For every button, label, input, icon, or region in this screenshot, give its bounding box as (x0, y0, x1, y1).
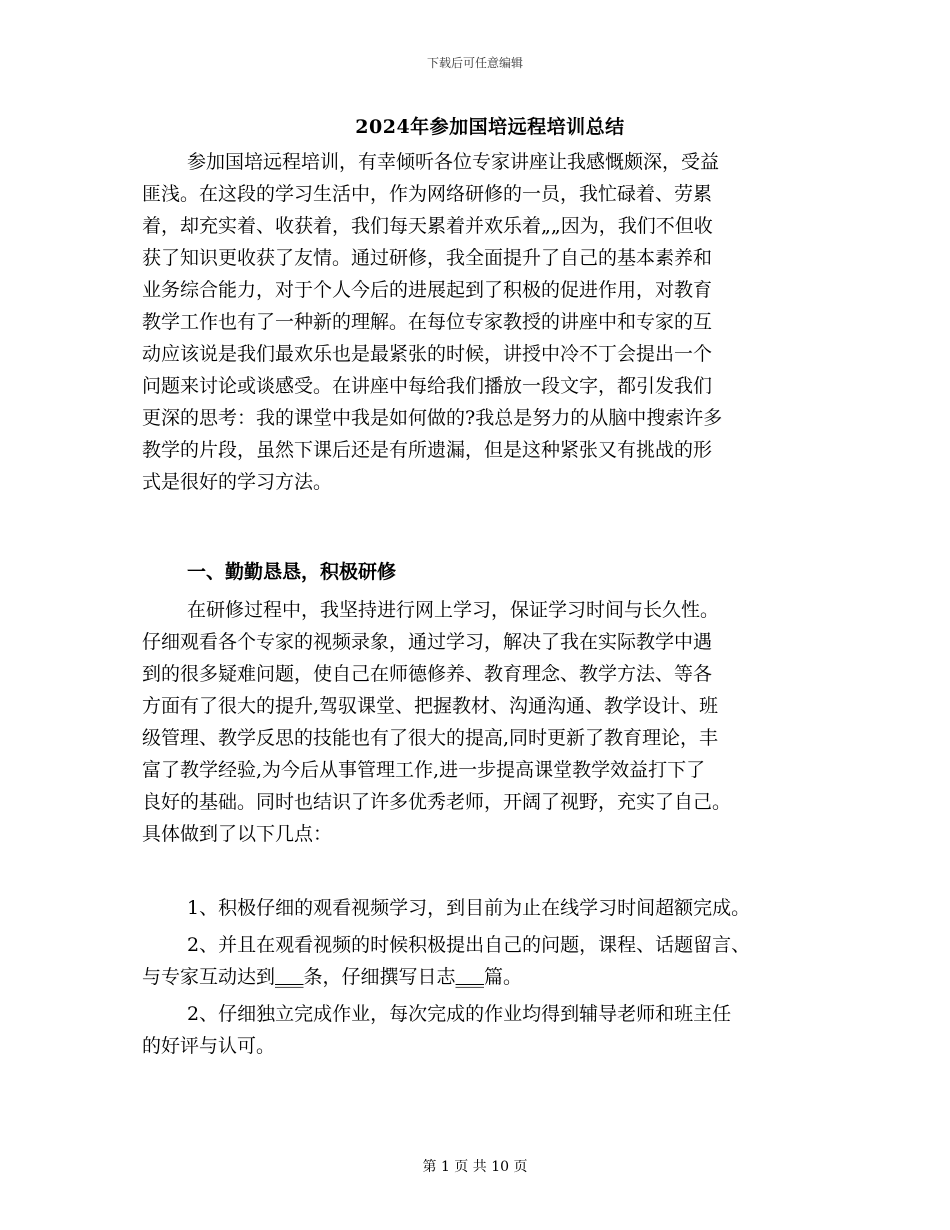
text-line: 到的很多疑难问题，使自己在师德修养、教育理念、教学方法、等各 (142, 663, 713, 685)
text-line: 教学的片段，虽然下课后还是有所遗漏，但是这种紧张又有挑战的形 (142, 439, 713, 461)
text-line: 问题来讨论或谈感受。在讲座中每给我们播放一段文字，都引发我们 (142, 375, 713, 397)
text-line: 匪浅。在这段的学习生活中，作为网络研修的一员，我忙碌着、劳累 (142, 183, 713, 205)
text-line: 教学工作也有了一种新的理解。在每位专家教授的讲座中和专家的互 (142, 311, 713, 333)
point-item-3-line-1: 2、仔细独立完成作业，每次完成的作业均得到辅导老师和班主任 (187, 1003, 732, 1025)
document-title: 2024年参加国培远程培训总结 (355, 116, 625, 138)
point-item-2-line-1: 2、并且在观看视频的时候积极提出自己的问题，课程、话题留言、 (187, 934, 751, 956)
text-fragment: 条，仔细撰写日志 (303, 966, 456, 988)
text-fragment: 篇。 (484, 966, 523, 988)
page-header-note: 下载后可任意编辑 (426, 56, 523, 70)
point-item-2-line-2 (142, 961, 822, 993)
fill-blank: ___ (275, 966, 304, 988)
text-line: 富了教学经验,为今后从事管理工作,进一步提高课堂教学效益打下了 (142, 759, 706, 781)
text-line: 着，却充实着、收获着，我们每天累着并欢乐着„„因为，我们不但收 (142, 215, 713, 237)
text-line: 动应该说是我们最欢乐也是最紧张的时候，讲授中冷不丁会提出一个 (142, 343, 713, 365)
text-line: 式是很好的学习方法。 (142, 471, 333, 493)
section-1 (142, 556, 822, 850)
text-line: 方面有了很大的提升,驾驭课堂、把握教材、沟通沟通、教学设计、班 (142, 695, 719, 717)
intro-paragraph (142, 146, 822, 498)
text-line: 级管理、教学反思的技能也有了很大的提高,同时更新了教育理论，丰 (142, 727, 719, 749)
point-item-1: 1、积极仔细的观看视频学习，到目前为止在线学习时间超额完成。 (187, 897, 751, 919)
text-line: 更深的思考：我的课堂中我是如何做的?我总是努力的从脑中搜索许多 (142, 407, 723, 429)
text-line: 业务综合能力，对于个人今后的进展起到了积极的促进作用，对教育 (142, 279, 713, 301)
text-line: 良好的基础。同时也结识了许多优秀老师，开阔了视野，充实了自己。 (142, 791, 732, 813)
page-footer: 第 1 页 共 10 页 (422, 1159, 528, 1175)
text-line: 仔细观看各个专家的视频录象，通过学习，解决了我在实际教学中遇 (142, 631, 713, 653)
text-fragment: 与专家互动达到 (142, 966, 276, 988)
point-item-3-line-2: 的好评与认可。 (142, 1035, 276, 1057)
fill-blank: ___ (455, 966, 485, 988)
points-list (142, 892, 822, 1062)
text-line: 获了知识更收获了友情。通过研修，我全面提升了自己的基本素养和 (142, 247, 713, 269)
text-line: 参加国培远程培训，有幸倾听各位专家讲座让我感慨颇深，受益 (187, 151, 720, 173)
section-heading: 一、勤勤恳恳，积极研修 (187, 561, 397, 583)
text-line: 具体做到了以下几点： (142, 823, 333, 845)
text-line: 在研修过程中，我坚持进行网上学习，保证学习时间与长久性。 (187, 599, 720, 621)
